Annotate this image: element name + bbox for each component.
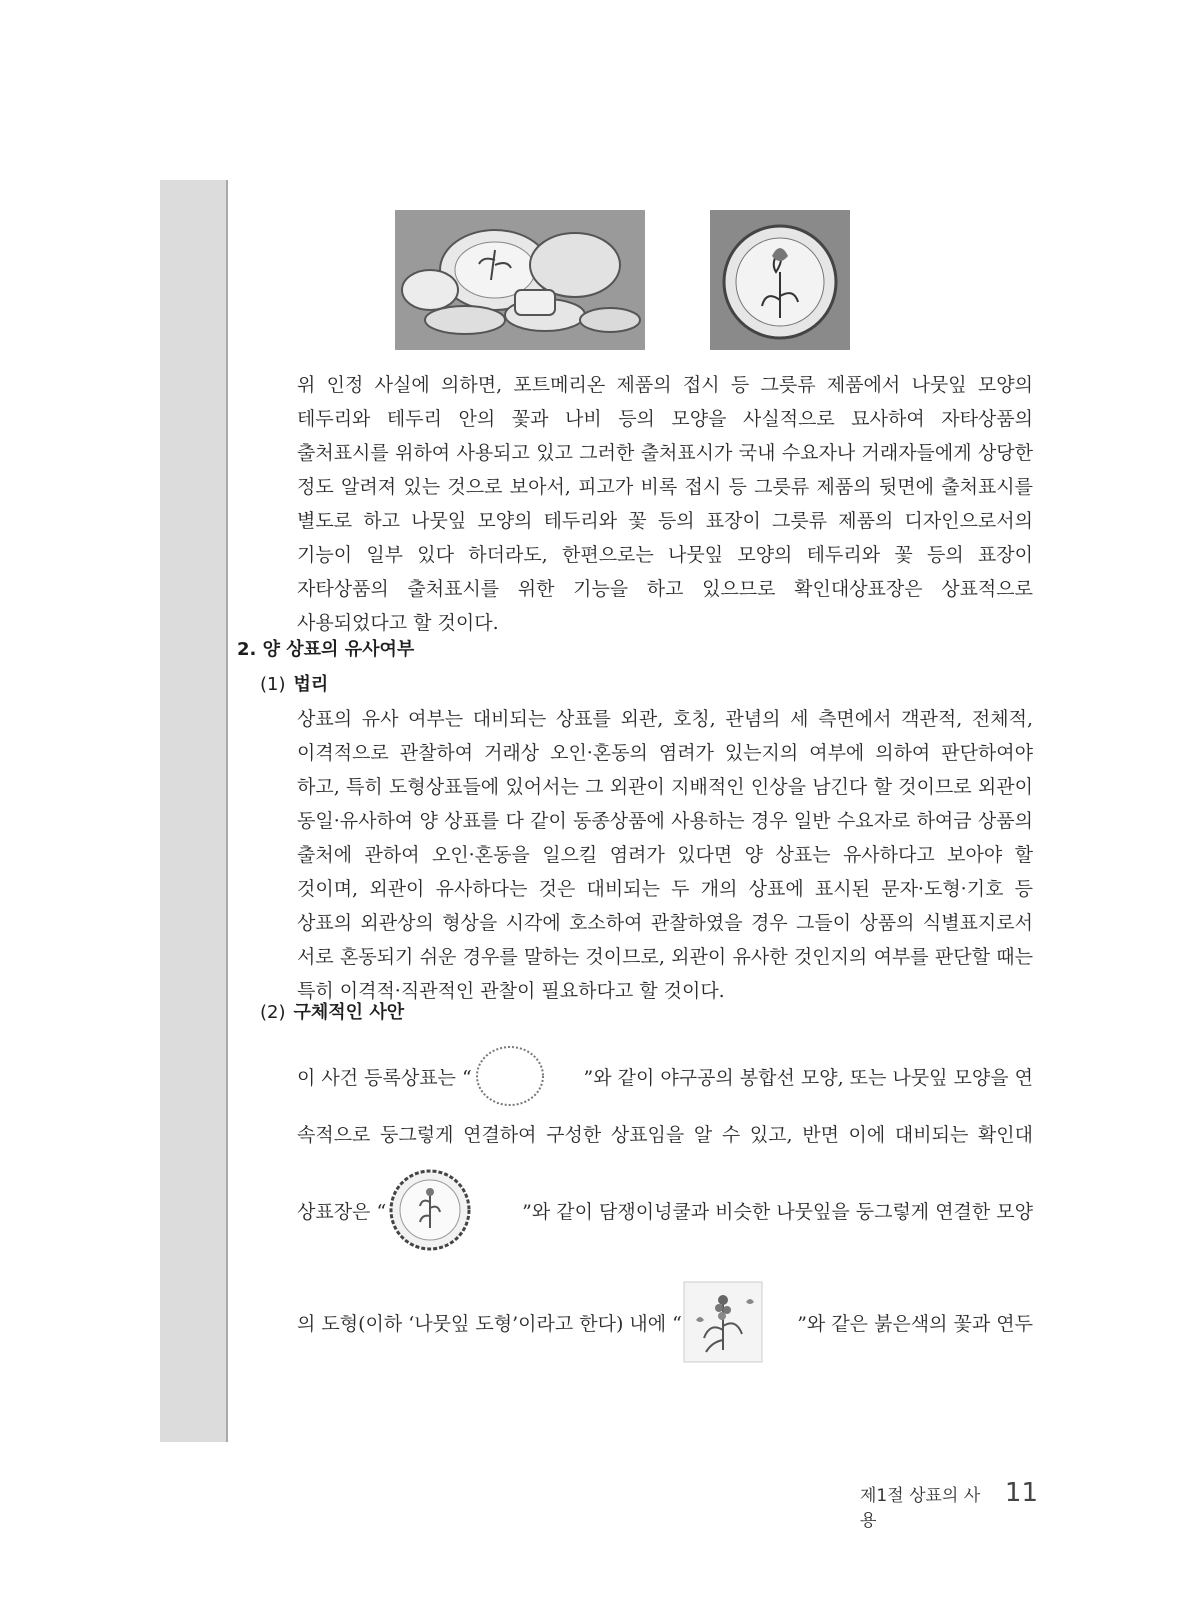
- case-line-3-after: ”와 같이 담쟁이넝쿨과 비슷한 나뭇잎을 둥그렇게 연결한 모양: [522, 1200, 1033, 1223]
- case-line-3: [297, 1168, 1033, 1252]
- compared-mark-plate-image: [386, 1168, 474, 1252]
- case-line-1: [297, 1044, 1033, 1108]
- subsection-1-number: (1): [260, 674, 286, 695]
- subsection-1-title: 법리: [293, 674, 329, 695]
- case-line-4-before: 의 도형(이하 ‘나뭇잎 도형’이라고 한다) 내에 “: [297, 1312, 682, 1335]
- page-footer: [860, 1478, 1038, 1531]
- case-line-3-before: 상표장은 “: [297, 1200, 387, 1223]
- body-paragraph-1: 위 인정 사실에 의하면, 포트메리온 제품의 접시 등 그릇류 제품에서 나뭇잎 모양의 테두리와 테두리 안의 꽃과 나비 등의 모양을 사실적으로 묘사하여 자타상품의 출처표시를 위하여 사용되고 있고 그러한 출처표시가 국내 수요자나 거래자들에게 상당한 정도 알려져 있는 것으로 보아서, 피고가 비록 접시 등 그릇류 제품의 뒷면에 출처표시를 별도로 하고 나뭇잎 모양의 테두리와 꽃 등의 표장이 그릇류 제품의 디자인으로서의 기능이 일부 있다 하더라도, 한편으로는 나뭇잎 모양의 테두리와 꽃 등의 표장이 자타상품의 출처표시를 위한 기능을 하고 있으므로 확인대상표장은 상표적으로 사용되었다고 할 것이다.: [297, 374, 1033, 634]
- registered-mark-image: [472, 1044, 548, 1108]
- subsection-2-title: 구체적인 사안: [293, 1002, 405, 1023]
- subsection-2-heading: [260, 998, 404, 1024]
- page-number: 11: [1004, 1478, 1038, 1508]
- case-line-2: 속적으로 둥그렇게 연결하여 구성한 상표임을 알 수 있고, 반면 이에 대비되는 확인대: [297, 1124, 1033, 1146]
- case-line-4: [297, 1280, 1033, 1364]
- iris-plate-photo: [710, 210, 850, 350]
- flower-mark-image: [682, 1280, 764, 1364]
- side-margin-bar: [160, 180, 228, 1442]
- case-line-1-before: 이 사건 등록상표는 “: [297, 1066, 472, 1089]
- legal-principle-paragraph: 상표의 유사 여부는 대비되는 상표를 외관, 호칭, 관념의 세 측면에서 객관적, 전체적, 이격적으로 관찰하여 거래상 오인·혼동의 염려가 있는지의 여부에 의하여 판단하여야 하고, 특히 도형상표들에 있어서는 그 외관이 지배적인 인상을 남긴다 할 것이므로 외관이 동일·유사하여 양 상표를 다 같이 동종상품에 사용하는 경우 일반 수요자로 하여금 상품의 출처에 관하여 오인·혼동을 일으킬 염려가 있다면 양 상표는 유사하다고 보아야 할 것이며, 외관이 유사하다는 것은 대비되는 두 개의 상표에 표시된 문자·도형·기호 등 상표의 외관상의 형상을 시각에 호소하여 관찰하였을 경우 그들이 상품의 식별표지로서 서로 혼동되기 쉬운 경우를 말하는 것이므로, 외관이 유사한 것인지의 여부를 판단할 때는 특히 이격적·직관적인 관찰이 필요하다고 할 것이다.: [297, 708, 1033, 1002]
- case-line-1-after: ”와 같이 야구공의 봉합선 모양, 또는 나뭇잎 모양을 연: [583, 1066, 1033, 1089]
- case-line-4-after: ”와 같은 붉은색의 꽃과 연두: [797, 1312, 1033, 1335]
- subsection-2-number: (2): [260, 1002, 286, 1023]
- subsection-1-heading: [260, 670, 328, 696]
- footer-chapter-title: 제1절 상표의 사용: [860, 1486, 981, 1531]
- tableware-set-photo: [395, 210, 645, 350]
- section-2-heading: 2. 양 상표의 유사여부: [237, 639, 415, 660]
